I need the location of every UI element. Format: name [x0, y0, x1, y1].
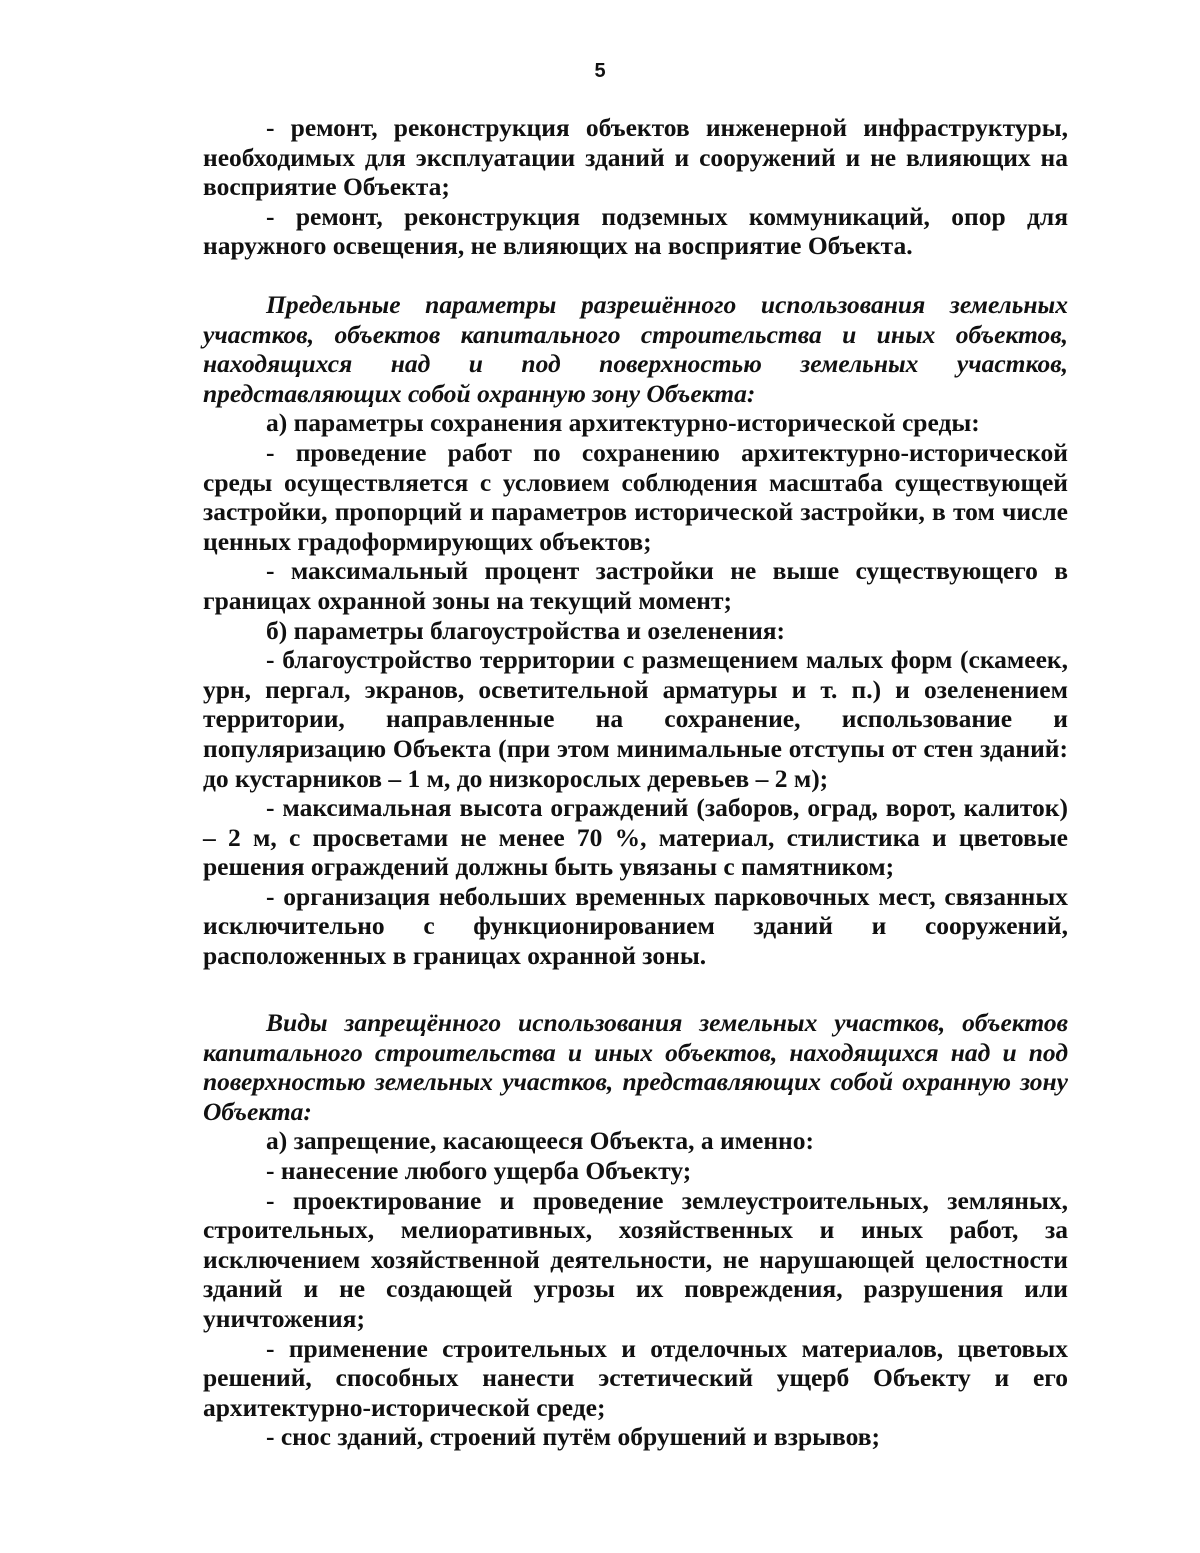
- paragraph: б) параметры благоустройства и озеленения:: [266, 615, 786, 645]
- list-item: - ремонт, реконструкция объектов инженерной инфраструктуры, необходимых для эксплуатации зданий и сооружений и не влияющих на восприятие Объекта;: [203, 113, 1068, 202]
- list-item: - максимальная высота ограждений (заборов, оград, ворот, калиток) – 2 м, с просветами не менее 70 %, материал, стилистика и цветовые решения ограждений должны быть увязаны с памятником;: [203, 793, 1068, 882]
- paragraph: а) параметры сохранения архитектурно-исторической среды:: [266, 408, 980, 438]
- section-repair-list: [203, 113, 1068, 261]
- list-item: - максимальный процент застройки не выше существующего в границах охранной зоны на текущий момент;: [203, 556, 1068, 615]
- page-number: 5: [594, 60, 606, 82]
- paragraph: а) запрещение, касающееся Объекта, а именно:: [266, 1126, 814, 1156]
- section-allowed-parameters: [203, 290, 1068, 971]
- list-item: - благоустройство территории с размещением малых форм (скамеек, урн, пергал, экранов, осветительной арматуры и т. п.) и озеленением территории, направленные на сохранение, использование и популяризацию Объекта (при этом минимальные отступы от стен зданий: до кустарников – 1 м, до низкорослых деревьев – 2 м);: [203, 645, 1068, 793]
- section-prohibited-uses: [203, 1008, 1068, 1452]
- section-heading: Предельные параметры разрешённого использования земельных участков, объектов капитального строительства и иных объектов, находящихся над и под поверхностью земельных участков, представляющих собой охранную зону Объекта:: [203, 290, 1068, 408]
- list-item: - снос зданий, строений путём обрушений и взрывов;: [266, 1422, 881, 1452]
- list-item: - организация небольших временных парковочных мест, связанных исключительно с функционированием зданий и сооружений, расположенных в границах охранной зоны.: [203, 881, 1068, 971]
- list-item: - проведение работ по сохранению архитектурно-исторической среды осуществляется с условием соблюдения масштаба существующей застройки, пропорций и параметров исторической застройки, в том числе ценных градоформирующих объектов;: [203, 437, 1068, 556]
- list-item: - проектирование и проведение землеустроительных, земляных, строительных, мелиоративных, хозяйственных и иных работ, за исключением хозяйственной деятельности, не нарушающей целостности зданий и не создающей угрозы их повреждения, разрушения или уничтожения;: [203, 1185, 1068, 1333]
- list-item: - нанесение любого ущерба Объекту;: [266, 1155, 692, 1185]
- section-heading: Виды запрещённого использования земельных участков, объектов капитального строительства и иных объектов, находящихся над и под поверхностью земельных участков, представляющих собой охранную зону Объекта:: [203, 1008, 1068, 1126]
- list-item: - ремонт, реконструкция подземных коммуникаций, опор для наружного освещения, не влияющих на восприятие Объекта.: [203, 201, 1068, 261]
- list-item: - применение строительных и отделочных материалов, цветовых решений, способных нанести эстетический ущерб Объекту и его архитектурно-исторической среде;: [203, 1333, 1068, 1422]
